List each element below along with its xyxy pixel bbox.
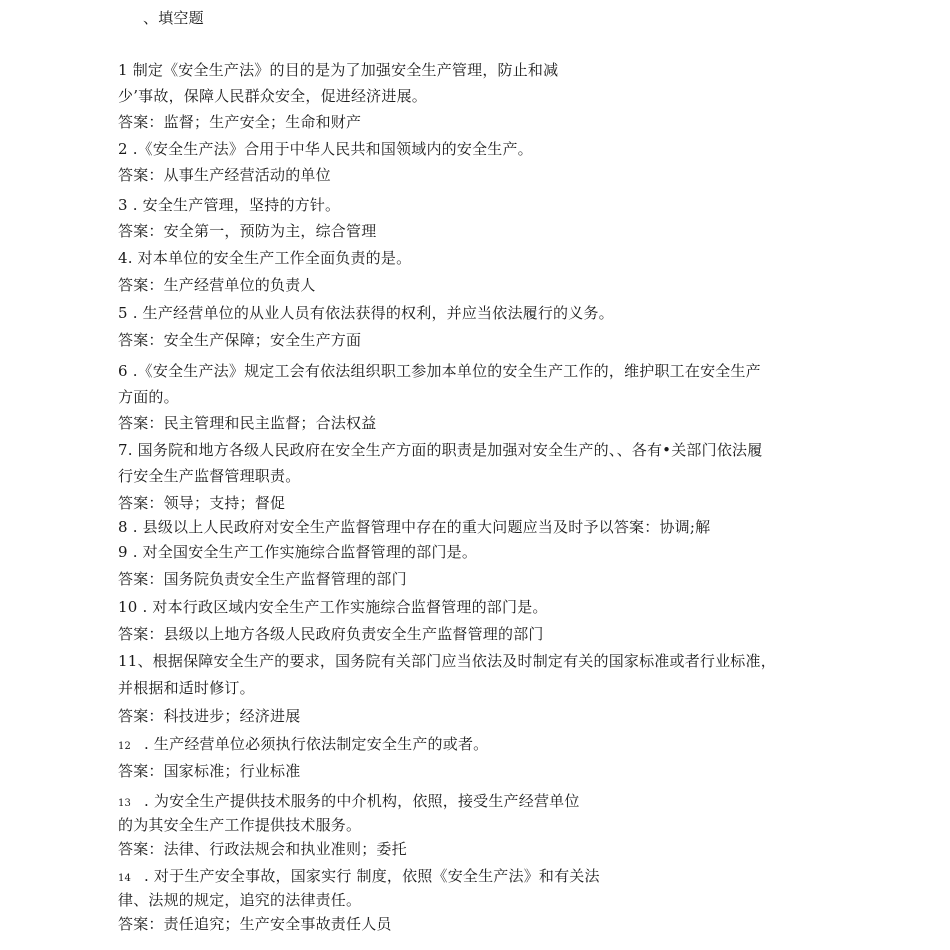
text-line: 的为其安全生产工作提供技术服务。 xyxy=(118,816,362,834)
text-line: 行安全生产监督管理职责。 xyxy=(118,467,301,485)
text-line: 10 . 对本行政区域内安全生产工作实施综合监督管理的部门是。 xyxy=(118,598,548,616)
answer-line: 答案：安全生产保障；安全生产方面 xyxy=(118,331,362,349)
question-number: 12 xyxy=(118,741,132,752)
answer-line: 答案：科技进步；经济进展 xyxy=(118,707,301,725)
text-line: 2 .《安全生产法》合用于中华人民共和国领域内的安全生产。 xyxy=(118,140,533,158)
question-12 xyxy=(118,734,488,757)
text-line: 方面的。 xyxy=(118,388,179,406)
question-number: 14 xyxy=(118,873,132,884)
answer-line: 答案：民主管理和民主监督；合法权益 xyxy=(118,414,377,432)
question-text: . 对于生产安全事故，国家实行 制度，依照《安全生产法》和有关法 xyxy=(144,867,600,885)
text-line: 6 .《安全生产法》规定工会有依法组织职工参加本单位的安全生产工作的，维护职工在安全生产 xyxy=(118,362,761,380)
question-13 xyxy=(118,791,580,814)
text-line: 5 . 生产经营单位的从业人员有依法获得的权利，并应当依法履行的义务。 xyxy=(118,304,614,322)
text-line: 8 . 县级以上人民政府对安全生产监督管理中存在的重大问题应当及时予以答案：协调;解 xyxy=(118,518,711,536)
answer-line: 答案：安全第一，预防为主，综合管理 xyxy=(118,222,377,240)
text-line: 9 . 对全国安全生产工作实施综合监督管理的部门是。 xyxy=(118,543,478,561)
question-14 xyxy=(118,866,600,889)
answer-line: 答案：县级以上地方各级人民政府负责安全生产监督管理的部门 xyxy=(118,625,544,643)
text-line: 11、根据保障安全生产的要求，国务院有关部门应当依法及时制定有关的国家标准或者行业标准， xyxy=(118,652,776,670)
answer-line: 答案：生产经营单位的负责人 xyxy=(118,276,316,294)
section-title: 、填空题 xyxy=(143,9,204,27)
text-line: 3 . 安全生产管理，坚持的方针。 xyxy=(118,196,341,214)
answer-line: 答案：国家标准；行业标准 xyxy=(118,762,301,780)
answer-line: 答案：责任追究；生产安全事故责任人员 xyxy=(118,915,392,933)
text-line: 并根据和适时修订。 xyxy=(118,679,255,697)
question-text: . 为安全生产提供技术服务的中介机构，依照，接受生产经营单位 xyxy=(144,792,580,810)
answer-line: 答案：国务院负责安全生产监督管理的部门 xyxy=(118,570,407,588)
text-line: 少’事故，保障人民群众安全，促进经济进展。 xyxy=(118,87,427,105)
question-number: 13 xyxy=(118,798,132,809)
text-line: 1 制定《安全生产法》的目的是为了加强安全生产管理，防止和减 xyxy=(118,61,559,79)
text-line: 7. 国务院和地方各级人民政府在安全生产方面的职责是加强对安全生产的、、各有•关部门依法履 xyxy=(118,441,763,459)
answer-line: 答案：从事生产经营活动的单位 xyxy=(118,166,331,184)
text-line: 4. 对本单位的安全生产工作全面负责的是。 xyxy=(118,249,412,267)
answer-line: 答案：法律、行政法规会和执业准则；委托 xyxy=(118,840,407,858)
question-text: . 生产经营单位必须执行依法制定安全生产的或者。 xyxy=(144,735,489,753)
answer-line: 答案：领导；支持；督促 xyxy=(118,494,286,512)
answer-line: 答案：监督；生产安全；生命和财产 xyxy=(118,113,362,131)
text-line: 律、法规的规定，追究的法律责任。 xyxy=(118,891,362,909)
